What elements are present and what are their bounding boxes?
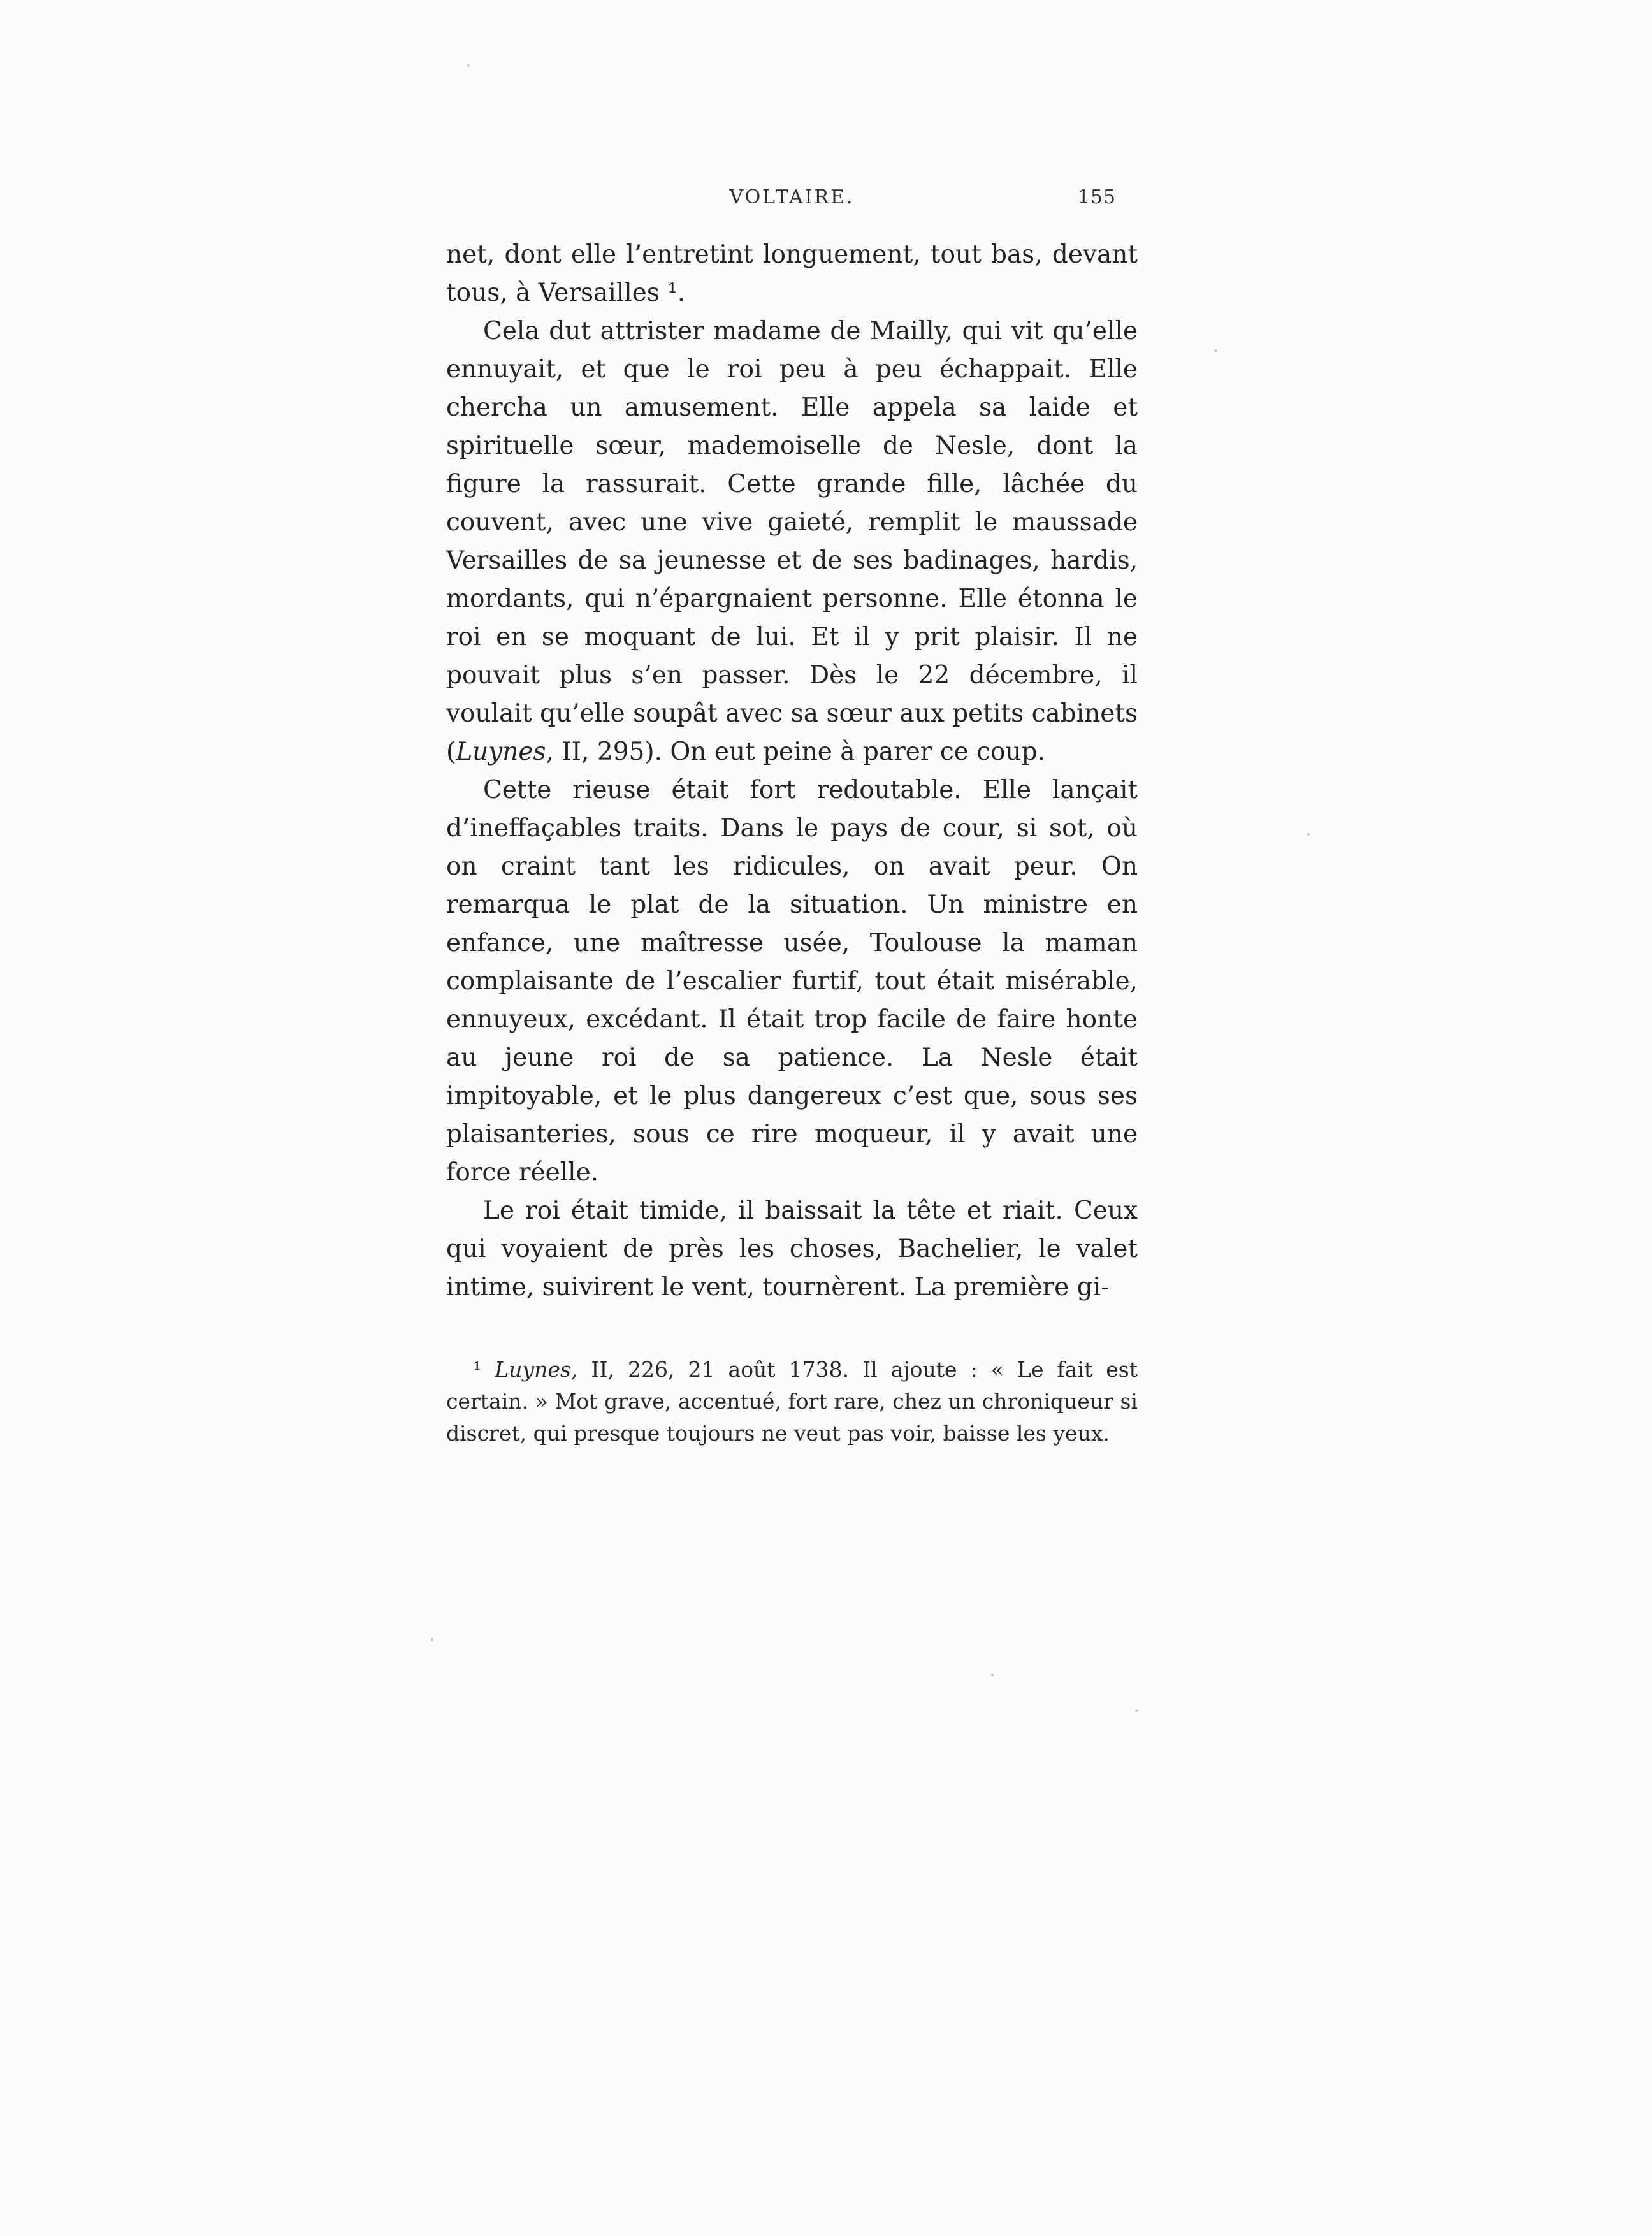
dust-speck [1135, 1710, 1138, 1712]
footnote-text: , II, 226, 21 août 1738. Il ajoute : « Le fait est certain. » Mot grave, accentué, fort rare, chez un chroniqueur si discret, qui presque toujours ne veut pas voir, baisse les yeux. [446, 1357, 1138, 1446]
paragraph-text: Le roi était timide, il baissait la tête et riait. Ceux qui voyaient de près les choses, Bachelier, le valet intime, suivirent le vent, tournèrent. La première gi- [446, 1196, 1138, 1302]
running-title: VOLTAIRE. [729, 186, 855, 208]
paragraph-text: Cette rieuse était fort redoutable. Elle lançait d’ineffaçables traits. Dans le pays de cour, si sot, où on craint tant les ridicules, on avait peur. On remarqua le plat de la situation. Un ministre en enfance, une maîtresse usée, Toulouse la maman complaisante de l’escalier furtif, tout était misérable, ennuyeux, excédant. Il était trop facile de faire honte au jeune roi de sa patience. La Nesle était impitoyable, et le plus dangereux c’est que, sous ses plaisanteries, sous ce rire moqueur, il y avait une force réelle. [446, 776, 1138, 1187]
text-column [446, 186, 1138, 1449]
paragraph-text: Cela dut attrister madame de Mailly, qui vit qu’elle ennuyait, et que le roi peu à peu échappait. Elle chercha un amusement. Elle appela sa laide et spirituelle sœur, mademoiselle de Nesle, dont la figure la rassurait. Cette grande fille, lâchée du couvent, avec une vive gaieté, remplit le maussade Versailles de sa jeunesse et de ses badinages, hardis, mordants, qui n’épargnaient personne. Elle étonna le roi en se moquant de lui. Et il y prit plaisir. Il ne pouvait plus s’en passer. Dès le 22 décembre, il voulait qu’elle soupât avec sa sœur aux petits cabinets ( [446, 317, 1138, 766]
dust-speck [1307, 833, 1310, 836]
dust-speck [431, 1638, 433, 1641]
page-body [446, 236, 1138, 1307]
paragraph-text: , II, 295). On eut peine à parer ce coup. [546, 737, 1045, 766]
paragraph-text: net, dont elle l’entretint longuement, tout bas, devant tous, à Versailles ¹. [446, 240, 1138, 307]
paragraph [446, 1192, 1138, 1307]
dust-speck [991, 1674, 994, 1676]
footnote [446, 1354, 1138, 1449]
dust-speck [467, 64, 470, 67]
page-header [446, 186, 1138, 214]
dust-speck [1214, 349, 1217, 352]
paragraph [446, 236, 1138, 312]
paragraph [446, 312, 1138, 771]
paragraph [446, 771, 1138, 1192]
book-title-reference: Luynes [495, 1357, 571, 1382]
page-number: 155 [1077, 186, 1116, 208]
footnote-marker: ¹ [473, 1357, 495, 1382]
book-title-reference: Luynes [456, 737, 546, 766]
